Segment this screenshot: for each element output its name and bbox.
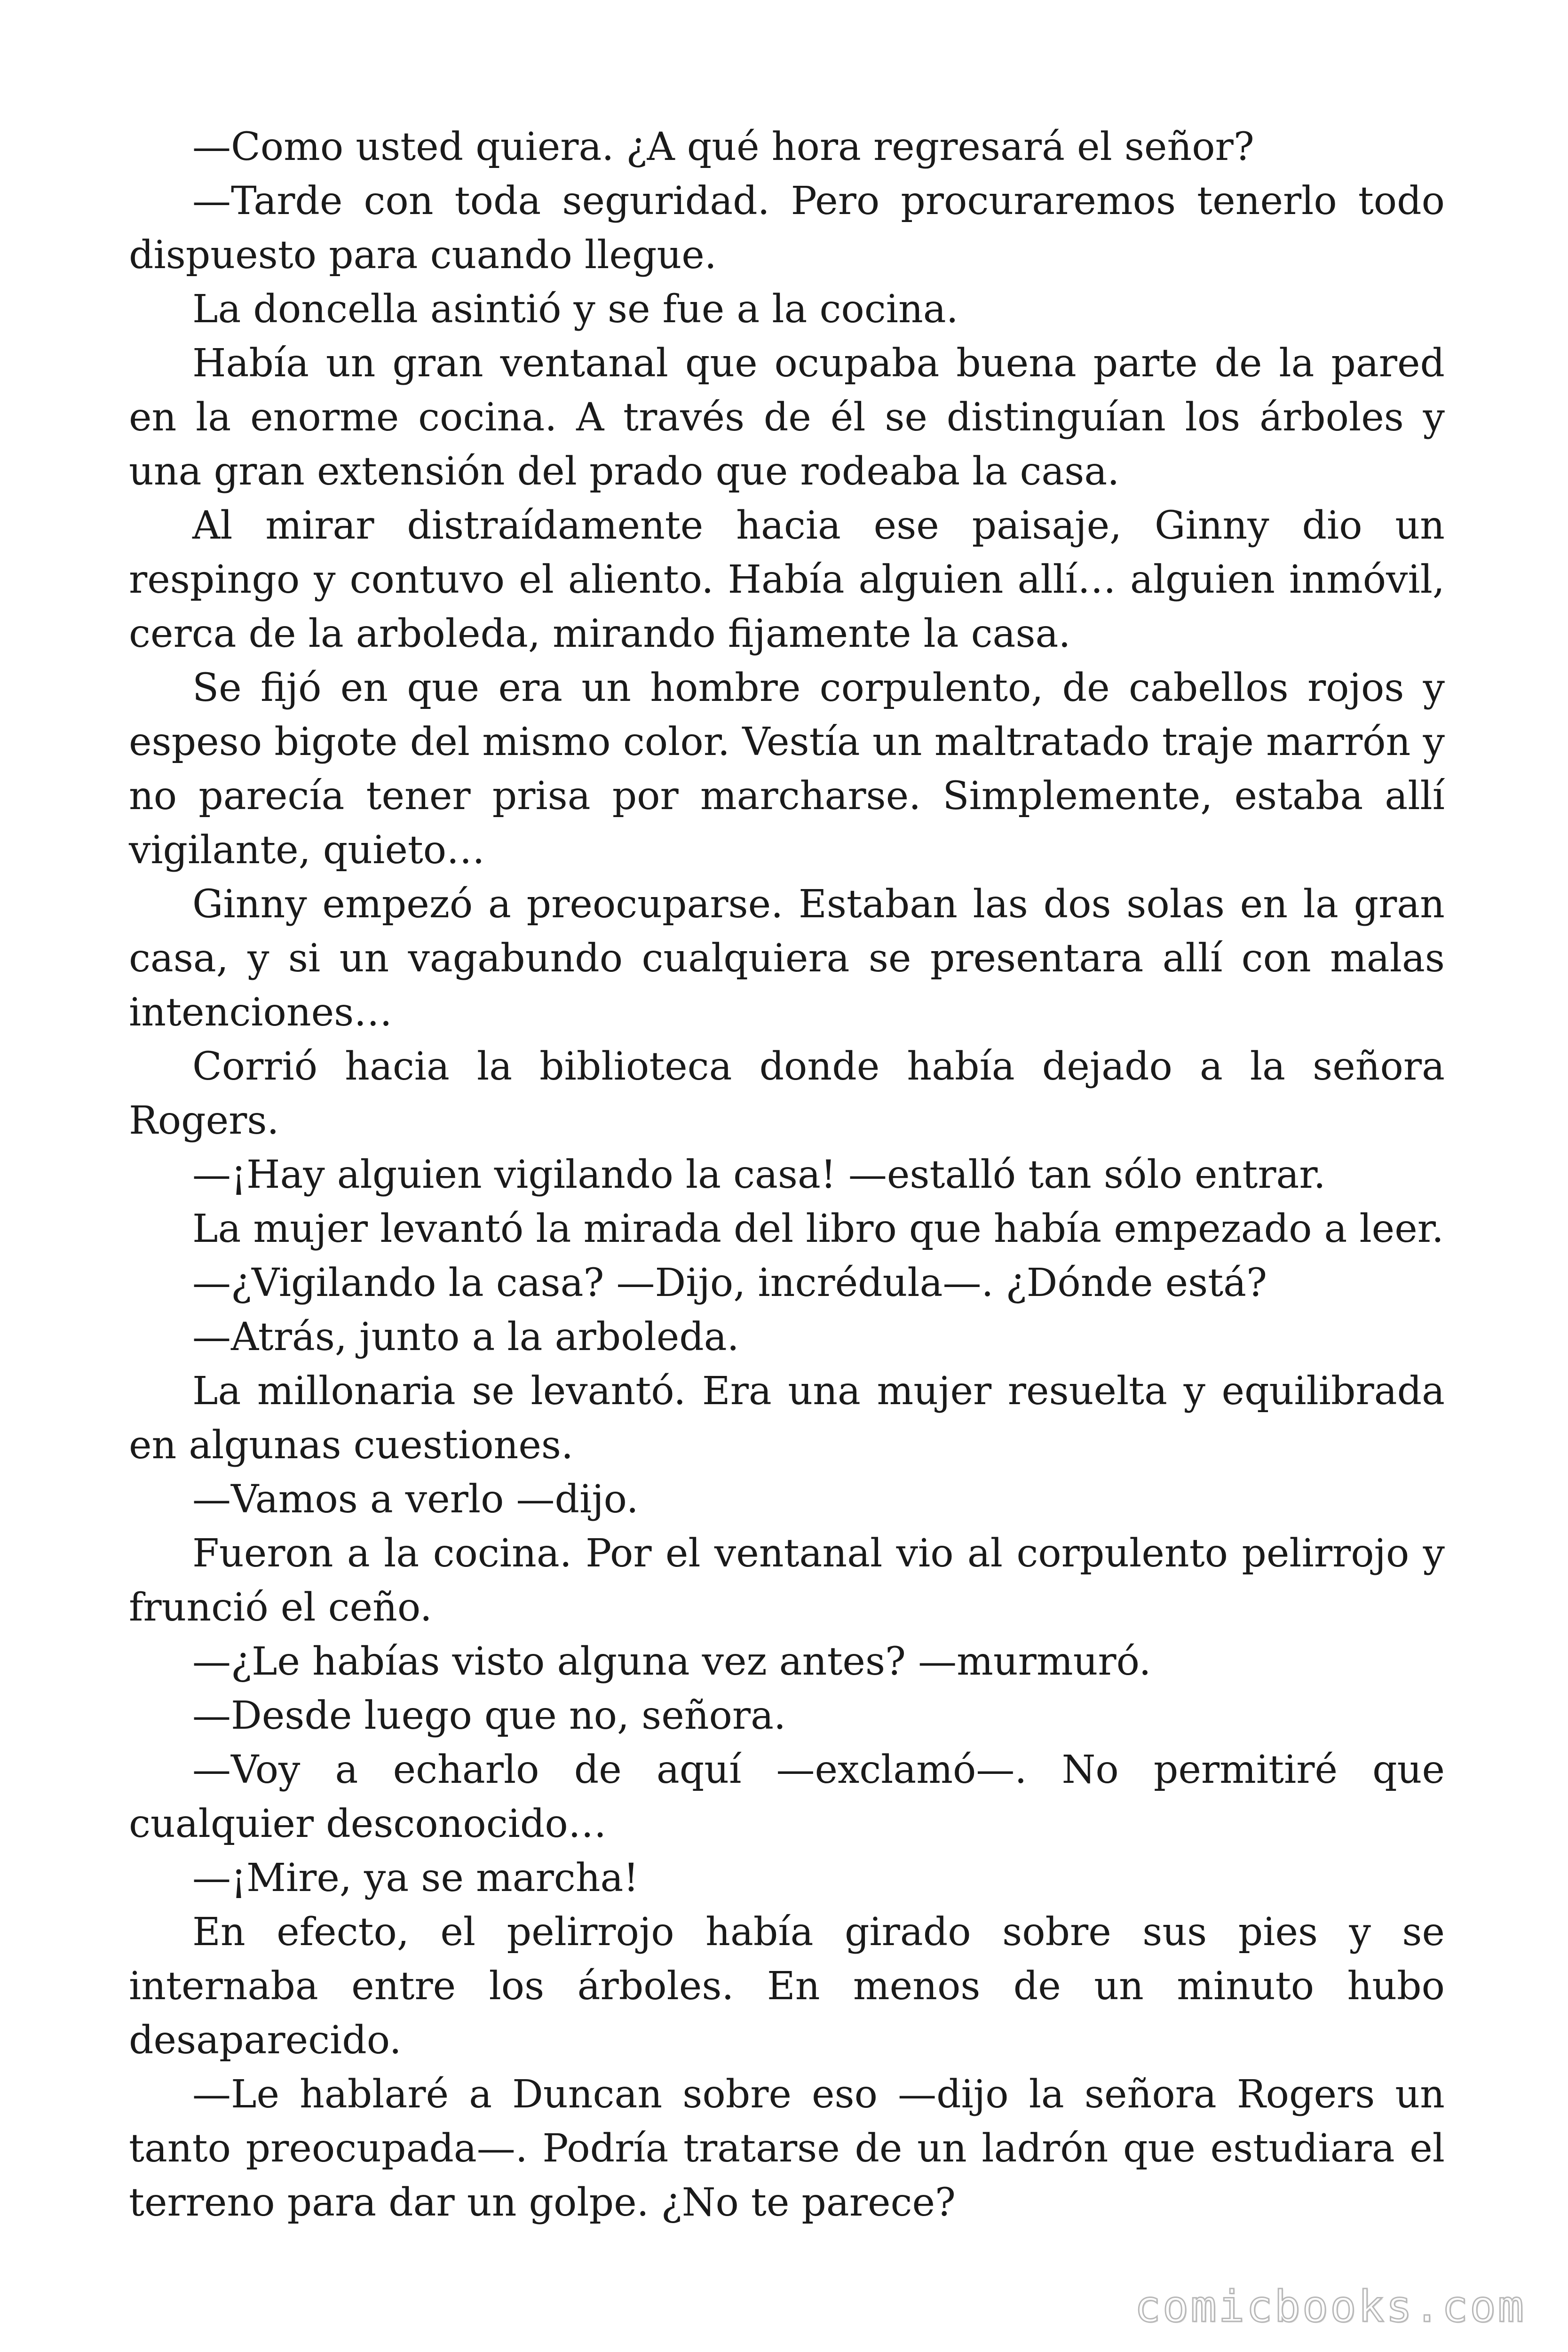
paragraph: —Desde luego que no, señora. [192,1693,786,1738]
paragraph: —Le hablaré a Duncan sobre eso —dijo la señora Rogers un tanto preocupada—. Podría tratarse de un ladrón que estudiara el terreno para dar un golpe. ¿No te parece? [129,2072,1445,2225]
paragraph: —¿Le habías visto alguna vez antes? —murmuró. [192,1639,1151,1684]
paragraph: Ginny empezó a preocuparse. Estaban las dos solas en la gran casa, y si un vagabundo cualquiera se presentara allí con malas intenciones… [129,882,1445,1035]
paragraph: Se fijó en que era un hombre corpulento, de cabellos rojos y espeso bigote del mismo color. Vestía un maltratado traje marrón y no parecía tener prisa por marcharse. Simplemente, estaba allí vigilante, quieto… [129,666,1445,873]
paragraph: La doncella asintió y se fue a la cocina. [192,287,958,332]
watermark: comicbooks.com [1134,2281,1526,2332]
page-body [129,120,1445,2230]
paragraph: —Como usted quiera. ¿A qué hora regresará el señor? [192,125,1254,169]
paragraph: Al mirar distraídamente hacia ese paisaje, Ginny dio un respingo y contuvo el aliento. Había alguien allí… alguien inmóvil, cerca de la arboleda, mirando fijamente la casa. [129,503,1445,656]
paragraph: La millonaria se levantó. Era una mujer resuelta y equilibrada en algunas cuestiones. [129,1369,1445,1468]
paragraph: La mujer levantó la mirada del libro que había empezado a leer. [192,1207,1444,1251]
paragraph: —Atrás, junto a la arboleda. [192,1315,739,1359]
paragraph: —Voy a echarlo de aquí —exclamó—. No permitiré que cualquier desconocido… [129,1748,1445,1846]
paragraph: Fueron a la cocina. Por el ventanal vio al corpulento pelirrojo y frunció el ceño. [129,1531,1445,1630]
paragraph: —¡Mire, ya se marcha! [192,1856,639,1900]
paragraph: —¿Vigilando la casa? —Dijo, incrédula—. ¿Dónde está? [192,1261,1267,1305]
paragraph: —Vamos a verlo —dijo. [192,1477,639,1522]
paragraph: Corrió hacia la biblioteca donde había dejado a la señora Rogers. [129,1044,1445,1143]
paragraph: —Tarde con toda seguridad. Pero procuraremos tenerlo todo dispuesto para cuando llegue. [129,179,1445,278]
paragraph: Había un gran ventanal que ocupaba buena parte de la pared en la enorme cocina. A través de él se distinguían los árboles y una gran extensión del prado que rodeaba la casa. [129,341,1445,494]
paragraph: —¡Hay alguien vigilando la casa! —estalló tan sólo entrar. [192,1152,1326,1197]
paragraph: En efecto, el pelirrojo había girado sobre sus pies y se internaba entre los árboles. En menos de un minuto hubo desaparecido. [129,1910,1445,2063]
